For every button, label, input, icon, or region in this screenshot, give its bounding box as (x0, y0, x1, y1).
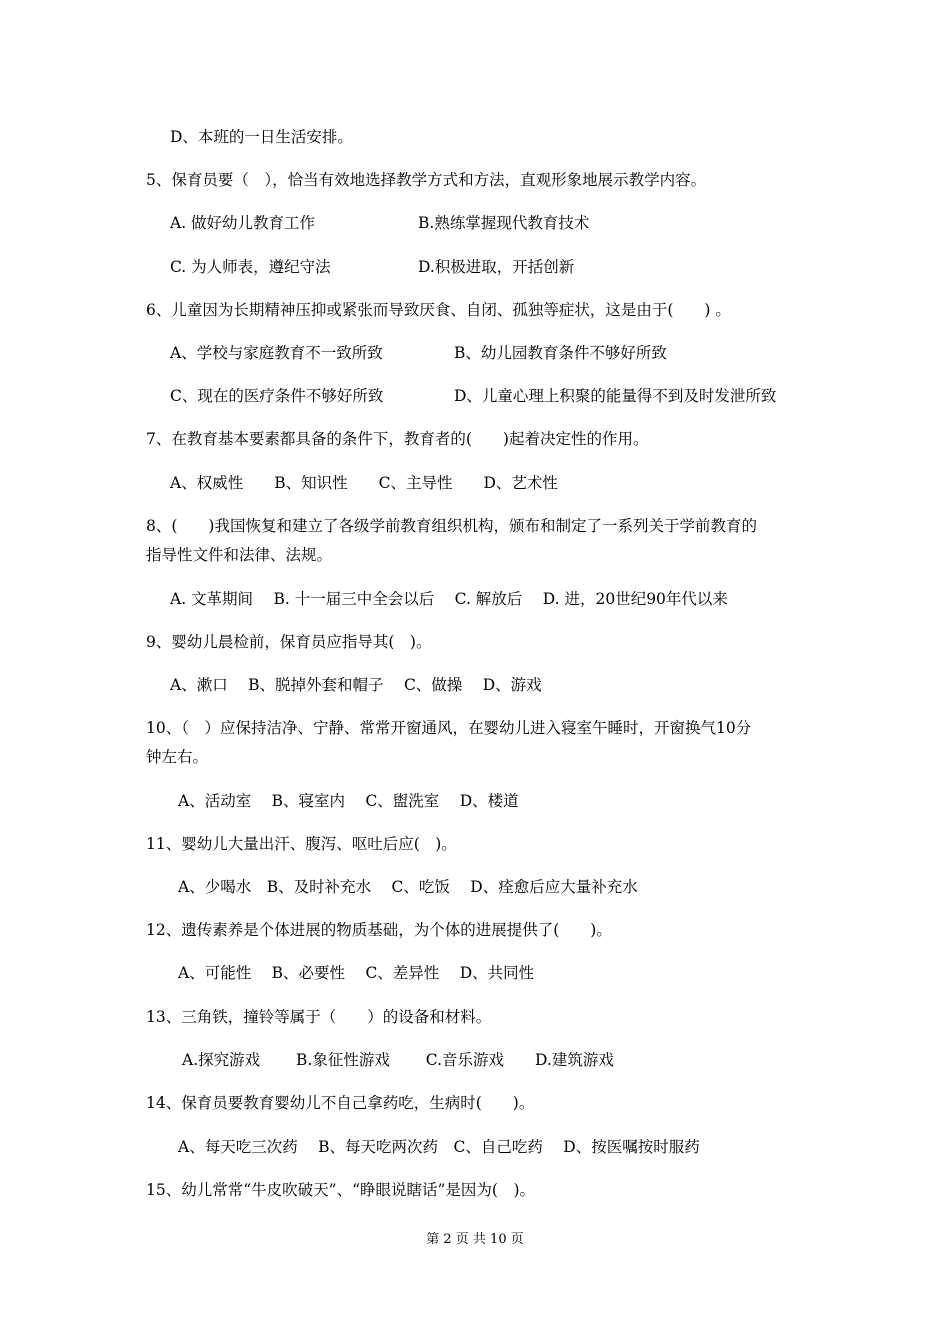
q6-option-b: B、幼儿园教育条件不够好所致 (454, 344, 667, 362)
q6-option-a: A、学校与家庭教育不一致所致 (170, 344, 383, 362)
q5-option-d: D.积极进取，开括创新 (418, 258, 575, 276)
q6-option-d: D、儿童心理上积聚的能量得不到及时发泄所致 (454, 387, 777, 405)
question-13: 13、三角铁，撞铃等属于（ ）的设备和材料。 (146, 1008, 492, 1026)
question-11: 11、婴幼儿大量出汗、腹泻、呕吐后应( )。 (146, 835, 457, 853)
q5-option-a: A. 做好幼儿教育工作 (170, 214, 316, 232)
question-14: 14、保育员要教育婴幼儿不自己拿药吃，生病时( )。 (146, 1094, 535, 1112)
page-footer: 第 2 页 共 10 页 (426, 1232, 524, 1247)
q7-options: A、权威性 B、知识性 C、主导性 D、艺术性 (170, 474, 558, 492)
q6-option-c: C、现在的医疗条件不够好所致 (170, 387, 384, 405)
question-8: 8、( )我国恢复和建立了各级学前教育组织机构，颁布和制定了一系列关于学前教育的 (146, 517, 757, 535)
q5-option-c: C. 为人师表，遵纪守法 (170, 258, 331, 276)
question-9: 9、婴幼儿晨检前，保育员应指导其( )。 (146, 633, 432, 651)
q11-options: A、少喝水 B、及时补充水 C、吃饭 D、痊愈后应大量补充水 (178, 878, 638, 896)
q14-options: A、每天吃三次药 B、每天吃两次药 C、自己吃药 D、按医嘱按时服药 (178, 1138, 700, 1156)
question-7: 7、在教育基本要素都具备的条件下，教育者的( )起着决定性的作用。 (146, 430, 649, 448)
q8-options: A. 文革期间 B. 十一届三中全会以后 C. 解放后 D. 进，20世纪90年代以来 (170, 590, 728, 608)
q5-option-b: B.熟练掌握现代教育技术 (418, 214, 590, 232)
question-10: 10、（ ）应保持洁净、宁静、常常开窗通风，在婴幼儿进入寝室午睡时，开窗换气10分 (146, 719, 752, 737)
q10-options: A、活动室 B、寝室内 C、盥洗室 D、楼道 (178, 792, 519, 810)
q12-options: A、可能性 B、必要性 C、差异性 D、共同性 (178, 964, 535, 982)
question-8-cont: 指导性文件和法律、法规。 (146, 546, 333, 564)
question-5: 5、保育员要（ ），恰当有效地选择教学方式和方法，直观形象地展示教学内容。 (146, 171, 707, 189)
question-10-cont: 钟左右。 (146, 748, 209, 766)
question-6: 6、儿童因为长期精神压抑或紧张而导致厌食、自闭、孤独等症状，这是由于( ) 。 (146, 301, 731, 319)
q13-options: A.探究游戏 B.象征性游戏 C.音乐游戏 D.建筑游戏 (182, 1051, 614, 1069)
q4-option-d: D、本班的一日生活安排。 (170, 128, 353, 146)
q9-options: A、漱口 B、脱掉外套和帽子 C、做操 D、游戏 (170, 676, 542, 694)
question-15: 15、幼儿常常“牛皮吹破天”、“睁眼说瞎话”是因为( )。 (146, 1181, 536, 1199)
question-12: 12、遗传素养是个体进展的物质基础，为个体的进展提供了( )。 (146, 921, 612, 939)
